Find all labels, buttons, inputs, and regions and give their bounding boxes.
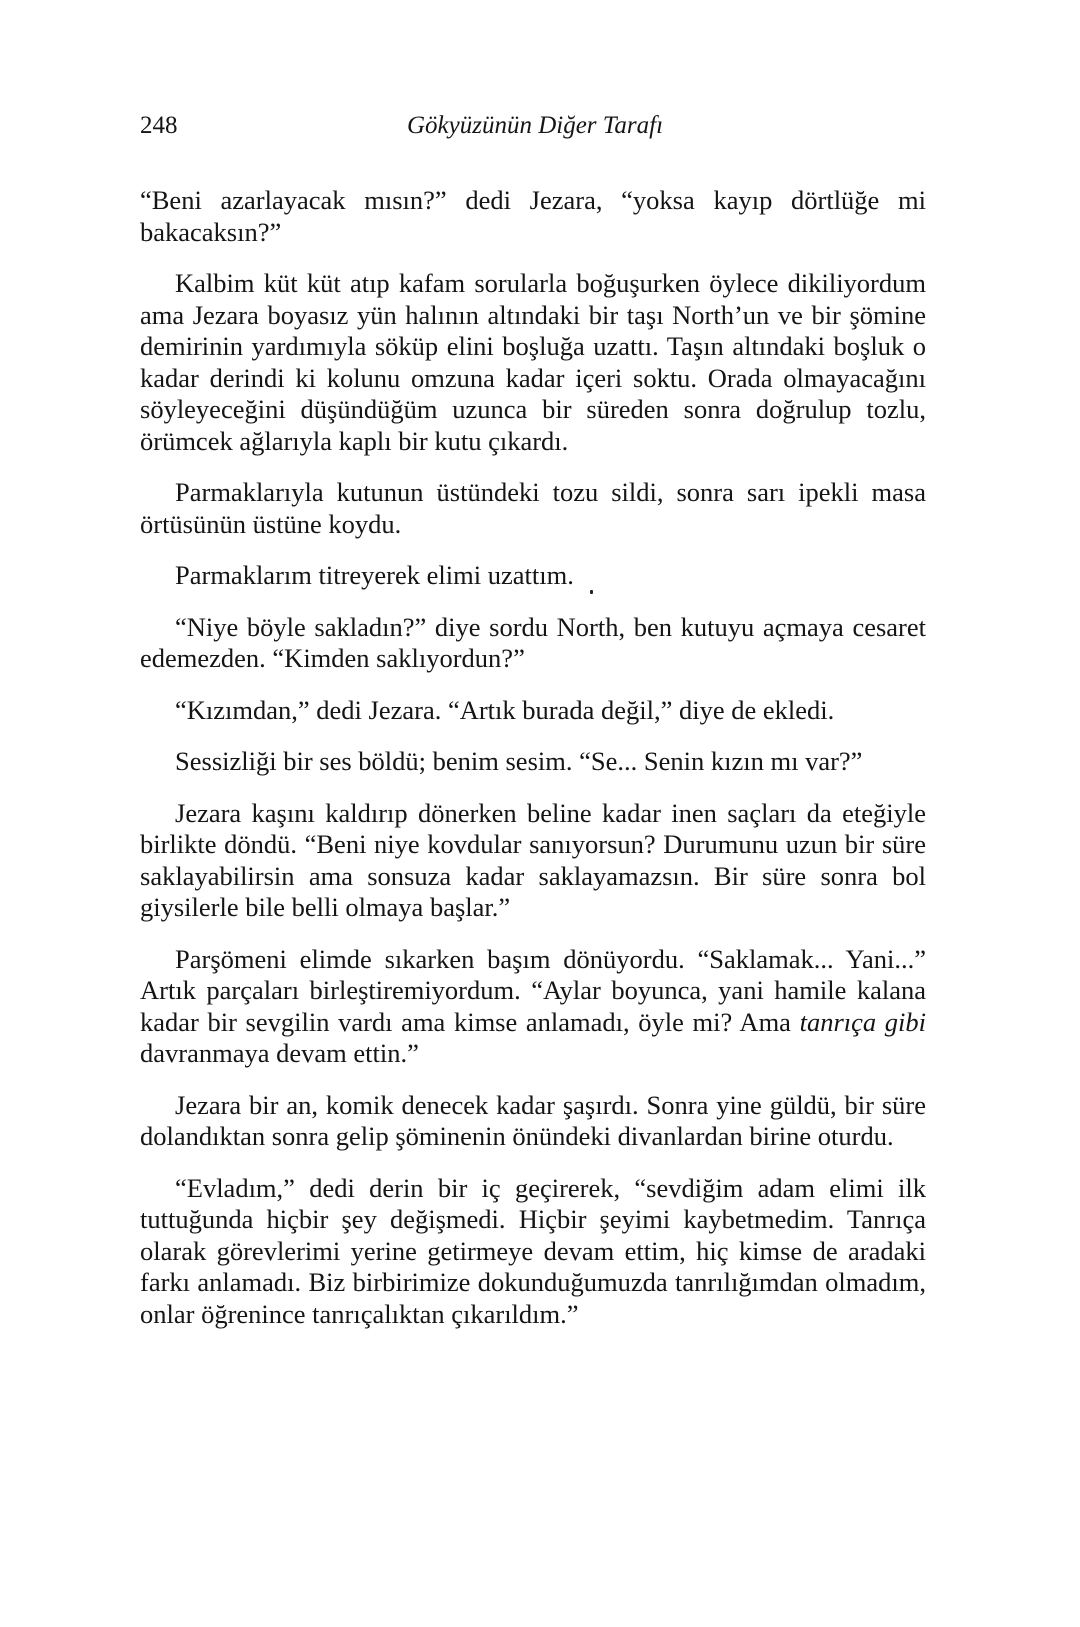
paragraph — [140, 560, 926, 592]
paragraph-text: “Evladım,” dedi derin bir iç geçirerek, “sevdiğim adam elimi ilk tuttuğunda hiçbir şey değişmedi. Hiçbir şeyimi kaybetmedim. Tanrıça olarak görevlerimi yerine getirmeye devam ettim, hiç kimse de aradaki farkı anlamadı. Biz birbirimize dokunduğumuzda tanrılığımdan olmadım, onlar öğrenince tanrıçalıktan çıkarıldım.” — [140, 1172, 926, 1329]
paragraph-text: Sessizliği bir ses böldü; benim sesim. “Se... Senin kızın mı var?” — [175, 746, 863, 776]
body-text — [140, 185, 926, 1350]
paragraph — [140, 798, 926, 924]
paragraph — [140, 1173, 926, 1331]
paragraph — [140, 746, 926, 778]
paragraph-text: Parşömeni elimde sıkarken başım dönüyordu. “Saklamak... Yani...” Artık parçaları birleştiremiyordum. “Aylar boyunca, yani hamile kalana kadar bir sevgilin vardı ama kimse anlamadı, öyle mi? Ama — [140, 943, 926, 1037]
print-speck — [590, 590, 593, 594]
paragraph — [140, 695, 926, 727]
page-header — [140, 112, 930, 152]
paragraph-text: “Beni azarlayacak mısın?” dedi Jezara, “yoksa kayıp dörtlüğe mi bakacaksın?” — [140, 185, 926, 247]
paragraph — [140, 1090, 926, 1153]
paragraph — [140, 268, 926, 457]
paragraph-text: Jezara bir an, komik denecek kadar şaşırdı. Sonra yine güldü, bir süre dolandıktan sonra gelip şöminenin önündeki divanlardan birine oturdu. — [140, 1089, 926, 1151]
paragraph-text: davranmaya devam ettin.” — [140, 1038, 419, 1068]
paragraph — [140, 612, 926, 675]
paragraph — [140, 185, 926, 248]
emphasis-text: tanrıça gibi — [799, 1006, 927, 1037]
paragraph — [140, 944, 926, 1070]
running-title: Gökyüzünün Diğer Tarafı — [406, 112, 664, 139]
paragraph-text: Parmaklarım titreyerek elimi uzattım. — [175, 560, 574, 590]
paragraph-text: “Niye böyle sakladın?” diye sordu North, ben kutuyu açmaya cesaret edemezden. “Kimden saklıyordun?” — [140, 611, 926, 673]
paragraph-text: Jezara kaşını kaldırıp dönerken beline kadar inen saçları da eteğiyle birlikte döndü. “Beni niye kovdular sanıyorsun? Durumunu uzun bir süre saklayabilirsin ama sonsuza kadar saklayamazsın. Bir süre sonra bol giysilerle bile belli olmaya başlar.” — [140, 797, 926, 922]
paragraph-text: “Kızımdan,” dedi Jezara. “Artık burada değil,” diye de ekledi. — [175, 694, 835, 725]
paragraph — [140, 477, 926, 540]
paragraph-text: Kalbim küt küt atıp kafam sorularla boğuşurken öylece dikiliyordum ama Jezara boyasız yün halının altındaki bir taşı North’un ve bir şömine demirinin yardımıyla söküp elini boşluğa uzattı. Taşın altındaki boşluk o kadar derindi ki kolunu omzuna kadar içeri soktu. Orada olmayacağını söyleyeceğini düşündüğüm uzunca bir süreden sonra doğrulup tozlu, örümcek ağlarıyla kaplı bir kutu çıkardı. — [140, 268, 926, 456]
page-number: 248 — [140, 112, 178, 139]
paragraph-text: Parmaklarıyla kutunun üstündeki tozu sildi, sonra sarı ipekli masa örtüsünün üstüne koydu. — [140, 477, 926, 539]
